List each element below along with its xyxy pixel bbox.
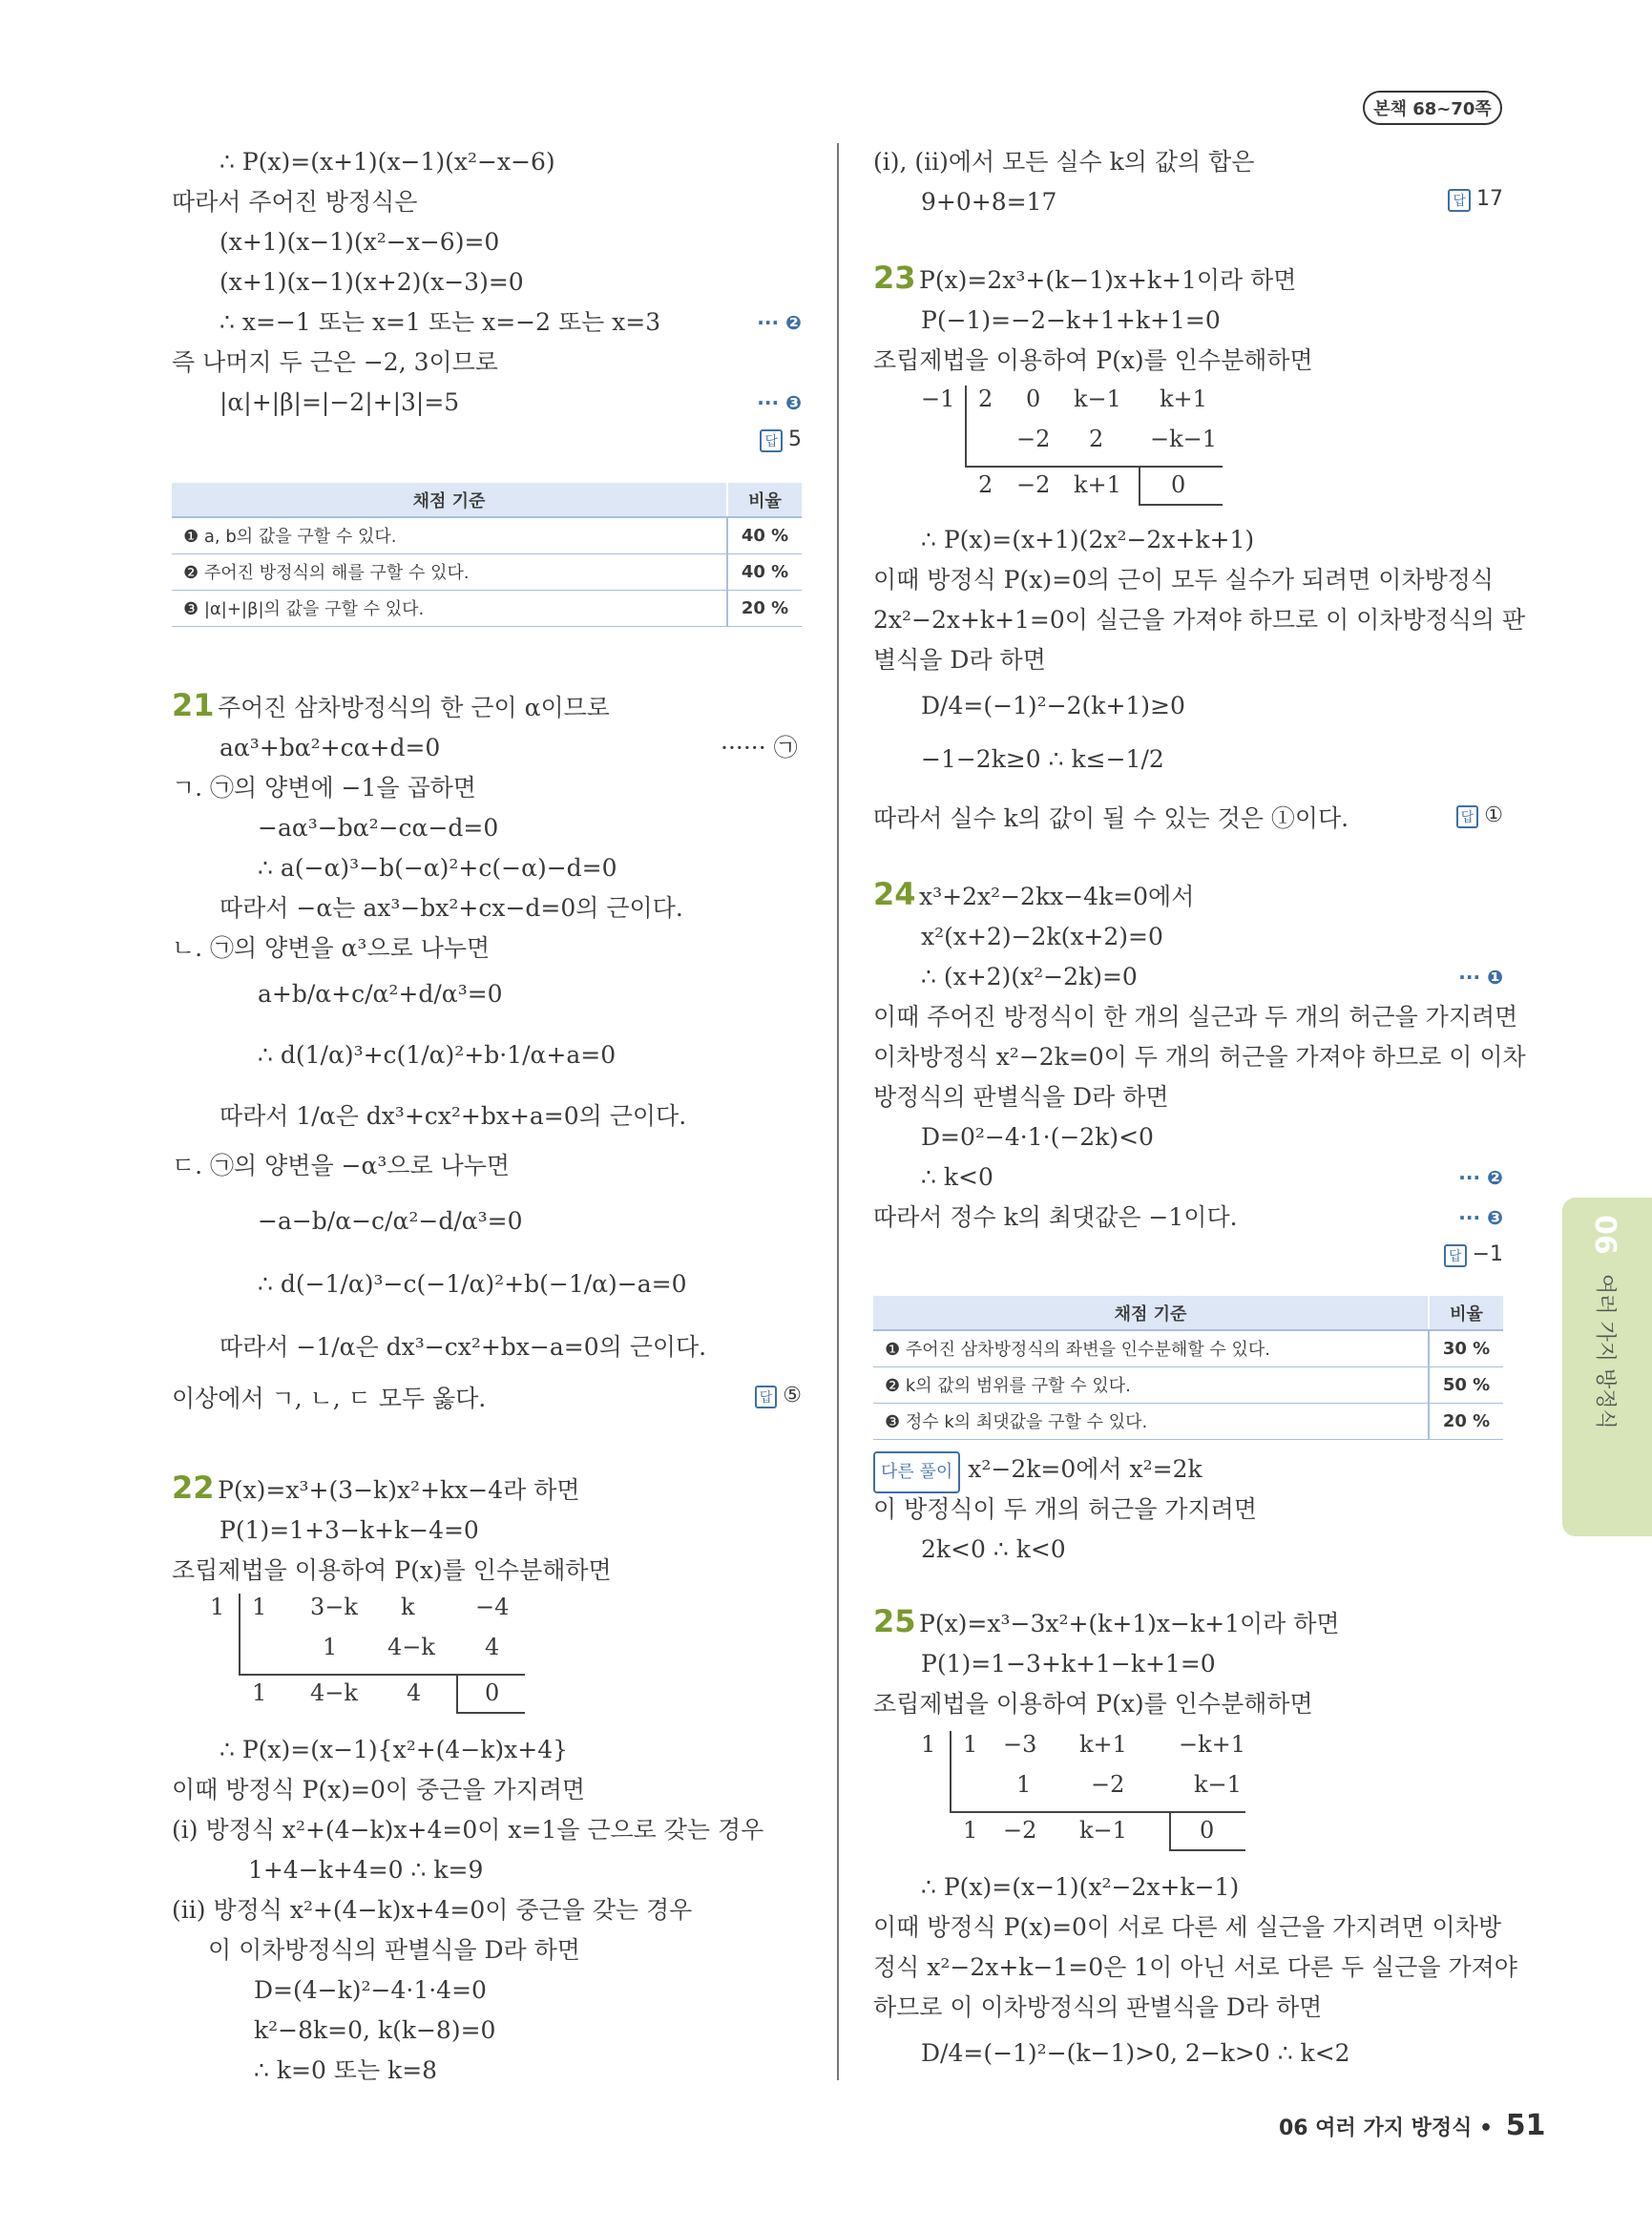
text-line: 하므로 이 이차방정식의 판별식을 D라 하면 [873, 1993, 1323, 2021]
text-line: ∴ x=−1 또는 x=1 또는 x=−2 또는 x=3 [220, 308, 661, 336]
syn-cell: −k−1 [1150, 426, 1218, 452]
text-line: ∴ P(x)=(x−1){x²+(4−k)x+4} [220, 1736, 569, 1763]
text-line: 주어진 삼차방정식의 한 근이 α이므로 [218, 694, 610, 721]
score-criteria: ❷ k의 값의 범위를 구할 수 있다. [873, 1366, 1429, 1403]
text-line: 따라서 −α는 ax³−bx²+cx−d=0의 근이다. [220, 894, 683, 922]
syn-cell: 1 [1016, 1771, 1032, 1798]
syn-remainder-box [1139, 504, 1223, 506]
footer-chapter: 06 여러 가지 방정식 [1279, 2116, 1473, 2140]
text-line: 이차방정식 x²−2k=0이 두 개의 허근을 가져야 하므로 이 이차 [873, 1043, 1526, 1071]
text-line: (ⅰ) 방정식 x²+(4−k)x+4=0이 x=1을 근으로 갖는 경우 [172, 1816, 764, 1844]
syn-cell: 4−k [387, 1634, 435, 1660]
syn-cell: −2 [1016, 471, 1051, 498]
other-solution-text: x²−2k=0에서 x²=2k [968, 1455, 1202, 1483]
answer-line [1444, 1242, 1503, 1267]
syn-cell: 1 [252, 1679, 267, 1706]
text-line: −a−b/α−c/α²−d/α³=0 [258, 1207, 523, 1235]
syn-cell: 0 [485, 1679, 500, 1706]
score-criteria: ❷ 주어진 방정식의 해를 구할 수 있다. [172, 553, 727, 590]
text-line: −1−2k≥0 ∴ k≤−1/2 [921, 745, 1164, 773]
page-footer [1279, 2109, 1546, 2142]
text-line: ㄷ. ㉠의 양변을 −α³으로 나누면 [172, 1152, 511, 1179]
synthetic-division [921, 386, 1226, 510]
syn-cell: k+1 [1079, 1731, 1127, 1758]
syn-cell: 4−k [310, 1679, 358, 1706]
column-divider [837, 143, 839, 2080]
score-criteria: ❸ |α|+|β|의 값을 구할 수 있다. [172, 590, 727, 626]
syn-cell: k [401, 1594, 415, 1620]
chapter-tab-number: 06 [1588, 1215, 1621, 1255]
syn-cell: 1 [323, 1634, 338, 1660]
syn-cell: 2 [978, 471, 993, 498]
score-ratio: 20 % [1429, 1403, 1503, 1439]
answer-value: ① [1484, 803, 1503, 827]
answer-icon: 답 [760, 429, 783, 452]
text-line: −aα³−bα²−cα−d=0 [258, 814, 499, 842]
answer-value: 17 [1476, 187, 1503, 211]
text-line: ㄴ. ㉠의 양변을 α³으로 나누면 [172, 934, 491, 962]
text-line: (ⅱ) 방정식 x²+(4−k)x+4=0이 중근을 갖는 경우 [172, 1896, 693, 1924]
text-line: D=(4−k)²−4·1·4=0 [254, 1976, 487, 2004]
text-line: ∴ P(x)=(x−1)(x²−2x+k−1) [921, 1873, 1240, 1901]
answer-icon: 답 [755, 1386, 778, 1408]
score-ratio: 20 % [727, 590, 802, 626]
syn-cell: −2 [1091, 1771, 1125, 1798]
synthetic-division [210, 1594, 534, 1718]
syn-cell: −4 [475, 1594, 510, 1620]
syn-divisor: 1 [210, 1594, 225, 1620]
text-line: aα³+bα²+cα+d=0 [220, 734, 441, 761]
syn-divisor: −1 [921, 386, 955, 412]
text-line: 방정식의 판별식을 D라 하면 [873, 1083, 1169, 1111]
syn-cell: k+1 [1160, 386, 1207, 412]
score-ratio: 40 % [727, 517, 802, 553]
synthetic-division [921, 1731, 1245, 1855]
syn-cell: −3 [1003, 1731, 1037, 1758]
score-ratio: 40 % [727, 553, 802, 590]
text-line: (x+1)(x−1)(x²−x−6)=0 [220, 228, 500, 256]
step-marker: ··· ❸ [1458, 1206, 1503, 1229]
syn-cell: 0 [1200, 1817, 1215, 1844]
answer-line [1456, 803, 1503, 828]
text-line: 따라서 실수 k의 값이 될 수 있는 것은 ①이다. [873, 804, 1349, 832]
syn-cell: 1 [252, 1594, 267, 1620]
text-line: (ⅰ), (ⅱ)에서 모든 실수 k의 값의 합은 [873, 148, 1255, 176]
other-solution-label: 다른 풀이 [873, 1451, 960, 1493]
score-criteria: ❶ 주어진 삼차방정식의 좌변을 인수분해할 수 있다. [873, 1330, 1429, 1366]
text-line: (x+1)(x−1)(x+2)(x−3)=0 [220, 268, 524, 296]
chapter-side-tab [1562, 1198, 1652, 1536]
text-line: D/4=(−1)²−2(k+1)≥0 [921, 692, 1185, 719]
text-line: 따라서 1/α은 dx³+cx²+bx+a=0의 근이다. [220, 1102, 687, 1130]
text-line: P(x)=x³−3x²+(k+1)x−k+1이라 하면 [919, 1610, 1340, 1637]
score-criteria: ❶ a, b의 값을 구할 수 있다. [172, 517, 727, 553]
answer-line [760, 427, 802, 452]
text-line: ∴ a(−α)³−b(−α)²+c(−α)−d=0 [258, 854, 617, 882]
text-line: a+b/α+c/α²+d/α³=0 [258, 980, 503, 1008]
text-line: 2k<0 ∴ k<0 [921, 1535, 1066, 1563]
text-line: D=0²−4·1·(−2k)<0 [921, 1123, 1154, 1151]
problem-number: 24 [873, 876, 916, 912]
scoring-table [172, 483, 802, 627]
syn-divisor: 1 [921, 1731, 936, 1758]
syn-horizontal-line [950, 1811, 1245, 1813]
scoring-table [873, 1296, 1503, 1440]
score-header-criteria: 채점 기준 [873, 1296, 1429, 1330]
syn-horizontal-line [239, 1674, 525, 1676]
syn-cell: 1 [963, 1817, 978, 1844]
answer-icon: 답 [1456, 805, 1479, 828]
syn-cell: −2 [1016, 426, 1051, 452]
text-line: ∴ P(x)=(x+1)(2x²−2x+k+1) [921, 526, 1255, 553]
text-line: ∴ k<0 [921, 1163, 993, 1191]
syn-vertical-line [950, 1731, 951, 1811]
text-line: 즉 나머지 두 근은 −2, 3이므로 [172, 348, 498, 376]
text-line: 조립제법을 이용하여 P(x)를 인수분해하면 [873, 1690, 1313, 1718]
text-line: 이때 방정식 P(x)=0의 근이 모두 실수가 되려면 이차방정식 [873, 566, 1495, 594]
text-line: P(−1)=−2−k+1+k+1=0 [921, 306, 1221, 334]
answer-line [755, 1384, 802, 1408]
syn-cell: 4 [485, 1634, 500, 1660]
text-line: |α|+|β|=|−2|+|3|=5 [220, 388, 460, 416]
answer-value: ⑤ [783, 1384, 802, 1407]
answer-line [1448, 187, 1503, 212]
syn-cell: 2 [1089, 426, 1104, 452]
problem-number: 21 [172, 687, 215, 723]
syn-remainder-box [1139, 466, 1140, 504]
text-line: P(x)=x³+(3−k)x²+kx−4라 하면 [218, 1476, 580, 1504]
syn-remainder-box [1169, 1849, 1245, 1851]
problem-number: 22 [172, 1470, 215, 1506]
text-line: 이 이차방정식의 판별식을 D라 하면 [208, 1936, 580, 1964]
syn-remainder-box [456, 1712, 525, 1714]
syn-cell: 2 [978, 386, 993, 412]
page-reference-badge: 본책 68~70쪽 [1363, 91, 1502, 125]
problem-number: 23 [873, 260, 916, 296]
syn-cell: k−1 [1074, 386, 1121, 412]
score-ratio: 50 % [1429, 1366, 1503, 1403]
score-header-criteria: 채점 기준 [172, 483, 727, 517]
text-line: ∴ d(1/α)³+c(1/α)²+b·1/α+a=0 [258, 1041, 617, 1069]
syn-cell: 3−k [310, 1594, 358, 1620]
step-marker: ··· ❷ [1458, 1166, 1503, 1189]
text-line: 조립제법을 이용하여 P(x)를 인수분해하면 [172, 1556, 612, 1584]
syn-vertical-line [239, 1594, 240, 1674]
text-line: 이때 주어진 방정식이 한 개의 실근과 두 개의 허근을 가지려면 [873, 1003, 1518, 1031]
syn-remainder-box [1169, 1811, 1171, 1849]
answer-value: 5 [788, 427, 802, 451]
text-line: P(x)=2x³+(k−1)x+k+1이라 하면 [919, 266, 1297, 294]
page-number: 51 [1505, 2109, 1546, 2142]
problem-number: 25 [873, 1603, 916, 1639]
text-line [873, 1450, 1202, 1493]
text-line: 2x²−2x+k+1=0이 실근을 가져야 하므로 이 이차방정식의 판 [873, 606, 1526, 634]
text-line: 이때 방정식 P(x)=0이 서로 다른 세 실근을 가지려면 이차방 [873, 1913, 1502, 1941]
score-ratio: 30 % [1429, 1330, 1503, 1366]
syn-cell: −2 [1003, 1817, 1037, 1844]
footer-separator: • [1479, 2116, 1494, 2140]
text-line: 조립제법을 이용하여 P(x)를 인수분해하면 [873, 346, 1313, 374]
text-line: 정식 x²−2x+k−1=0은 1이 아닌 서로 다른 두 실근을 가져야 [873, 1953, 1517, 1981]
text-line: 따라서 주어진 방정식은 [172, 188, 418, 216]
syn-horizontal-line [965, 466, 1223, 468]
score-header-ratio: 비율 [1429, 1296, 1503, 1330]
chapter-tab-label: 여러 가지 방정식 [1593, 1274, 1617, 1429]
text-line: ∴ (x+2)(x²−2k)=0 [921, 963, 1138, 990]
text-line: 9+0+8=17 [921, 188, 1057, 216]
text-line: D/4=(−1)²−(k−1)>0, 2−k>0 ∴ k<2 [921, 2039, 1350, 2067]
equation-tag: ······ ㉠ [721, 734, 798, 761]
step-marker: ··· ❷ [757, 311, 802, 334]
step-marker: ··· ❶ [1458, 966, 1503, 989]
syn-vertical-line [965, 386, 967, 466]
answer-icon: 답 [1448, 189, 1471, 212]
text-line: 이때 방정식 P(x)=0이 중근을 가지려면 [172, 1776, 586, 1804]
syn-cell: k+1 [1074, 471, 1121, 498]
step-marker: ··· ❸ [757, 391, 802, 414]
text-line: P(1)=1+3−k+k−4=0 [220, 1516, 479, 1544]
syn-cell: 4 [407, 1679, 422, 1706]
text-line: x²(x+2)−2k(x+2)=0 [921, 923, 1163, 950]
answer-icon: 답 [1444, 1244, 1467, 1267]
text-line: ∴ P(x)=(x+1)(x−1)(x²−x−6) [220, 148, 555, 176]
syn-remainder-box [456, 1674, 458, 1712]
syn-cell: −k+1 [1179, 1731, 1246, 1758]
text-line: 따라서 정수 k의 최댓값은 −1이다. [873, 1203, 1238, 1231]
text-line: P(1)=1−3+k+1−k+1=0 [921, 1650, 1216, 1678]
text-line: k²−8k=0, k(k−8)=0 [254, 2016, 496, 2044]
text-line: x³+2x²−2kx−4k=0에서 [919, 883, 1195, 910]
text-line: 1+4−k+4=0 ∴ k=9 [248, 1856, 484, 1884]
syn-cell: 1 [963, 1731, 978, 1758]
text-line: 따라서 −1/α은 dx³−cx²+bx−a=0의 근이다. [220, 1333, 707, 1361]
text-line: 이 방정식이 두 개의 허근을 가지려면 [873, 1495, 1257, 1523]
text-line: ㄱ. ㉠의 양변에 −1을 곱하면 [172, 774, 476, 802]
text-line: ∴ k=0 또는 k=8 [254, 2056, 438, 2084]
score-criteria: ❸ 정수 k의 최댓값을 구할 수 있다. [873, 1403, 1429, 1439]
syn-cell: 0 [1026, 386, 1041, 412]
score-header-ratio: 비율 [727, 483, 802, 517]
text-line: 별식을 D라 하면 [873, 646, 1046, 674]
syn-cell: k−1 [1194, 1771, 1242, 1798]
text-line: 이상에서 ㄱ, ㄴ, ㄷ 모두 옳다. [172, 1385, 487, 1412]
syn-cell: k−1 [1079, 1817, 1127, 1844]
syn-cell: 0 [1171, 471, 1186, 498]
answer-value: −1 [1472, 1242, 1503, 1266]
text-line: ∴ d(−1/α)³−c(−1/α)²+b(−1/α)−a=0 [258, 1270, 687, 1298]
